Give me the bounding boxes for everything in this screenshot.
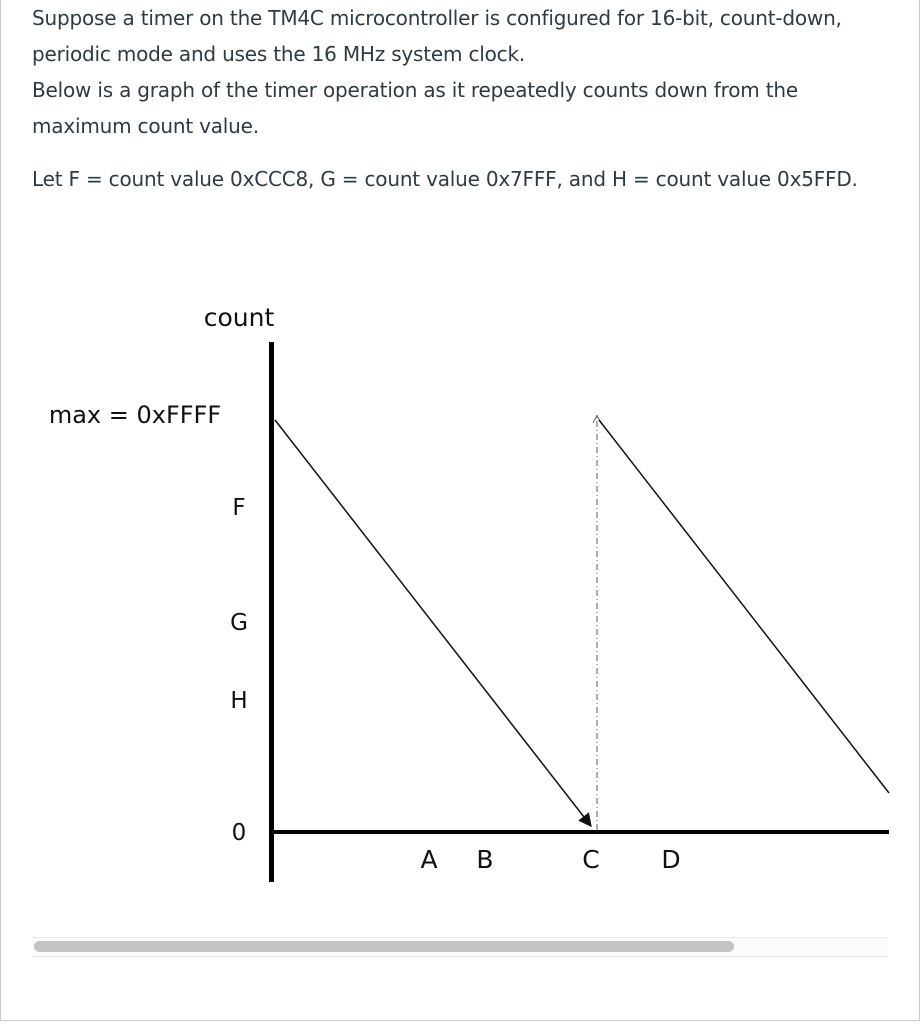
x-label-d: D [661, 845, 681, 874]
question-text [32, 0, 892, 197]
question-paragraph-3: Let F = count value 0xCCC8, G = count value 0x7FFF, and H = count value 0x5FFD. [32, 167, 858, 191]
x-label-a: A [420, 845, 438, 874]
y-label-zero: 0 [231, 820, 247, 846]
x-label-c: C [582, 845, 600, 874]
horizontal-scrollbar-thumb[interactable] [34, 941, 734, 952]
ramp-2 [599, 420, 889, 793]
y-label-f: F [232, 495, 246, 521]
ramp-1 [275, 420, 591, 826]
y-axis-title: count [203, 303, 275, 332]
x-label-b: B [476, 845, 494, 874]
question-paragraph-2: Below is a graph of the timer operation as it repeatedly counts down from the maximum count value. [32, 78, 798, 138]
y-label-g: G [230, 610, 248, 636]
timer-diagram [1, 280, 901, 900]
max-label: max = 0xFFFF [48, 401, 222, 429]
question-paragraph-1: Suppose a timer on the TM4C microcontroller is configured for 16-bit, count-down, periodic mode and uses the 16 MHz system clock. [32, 6, 842, 66]
y-label-h: H [230, 688, 248, 714]
